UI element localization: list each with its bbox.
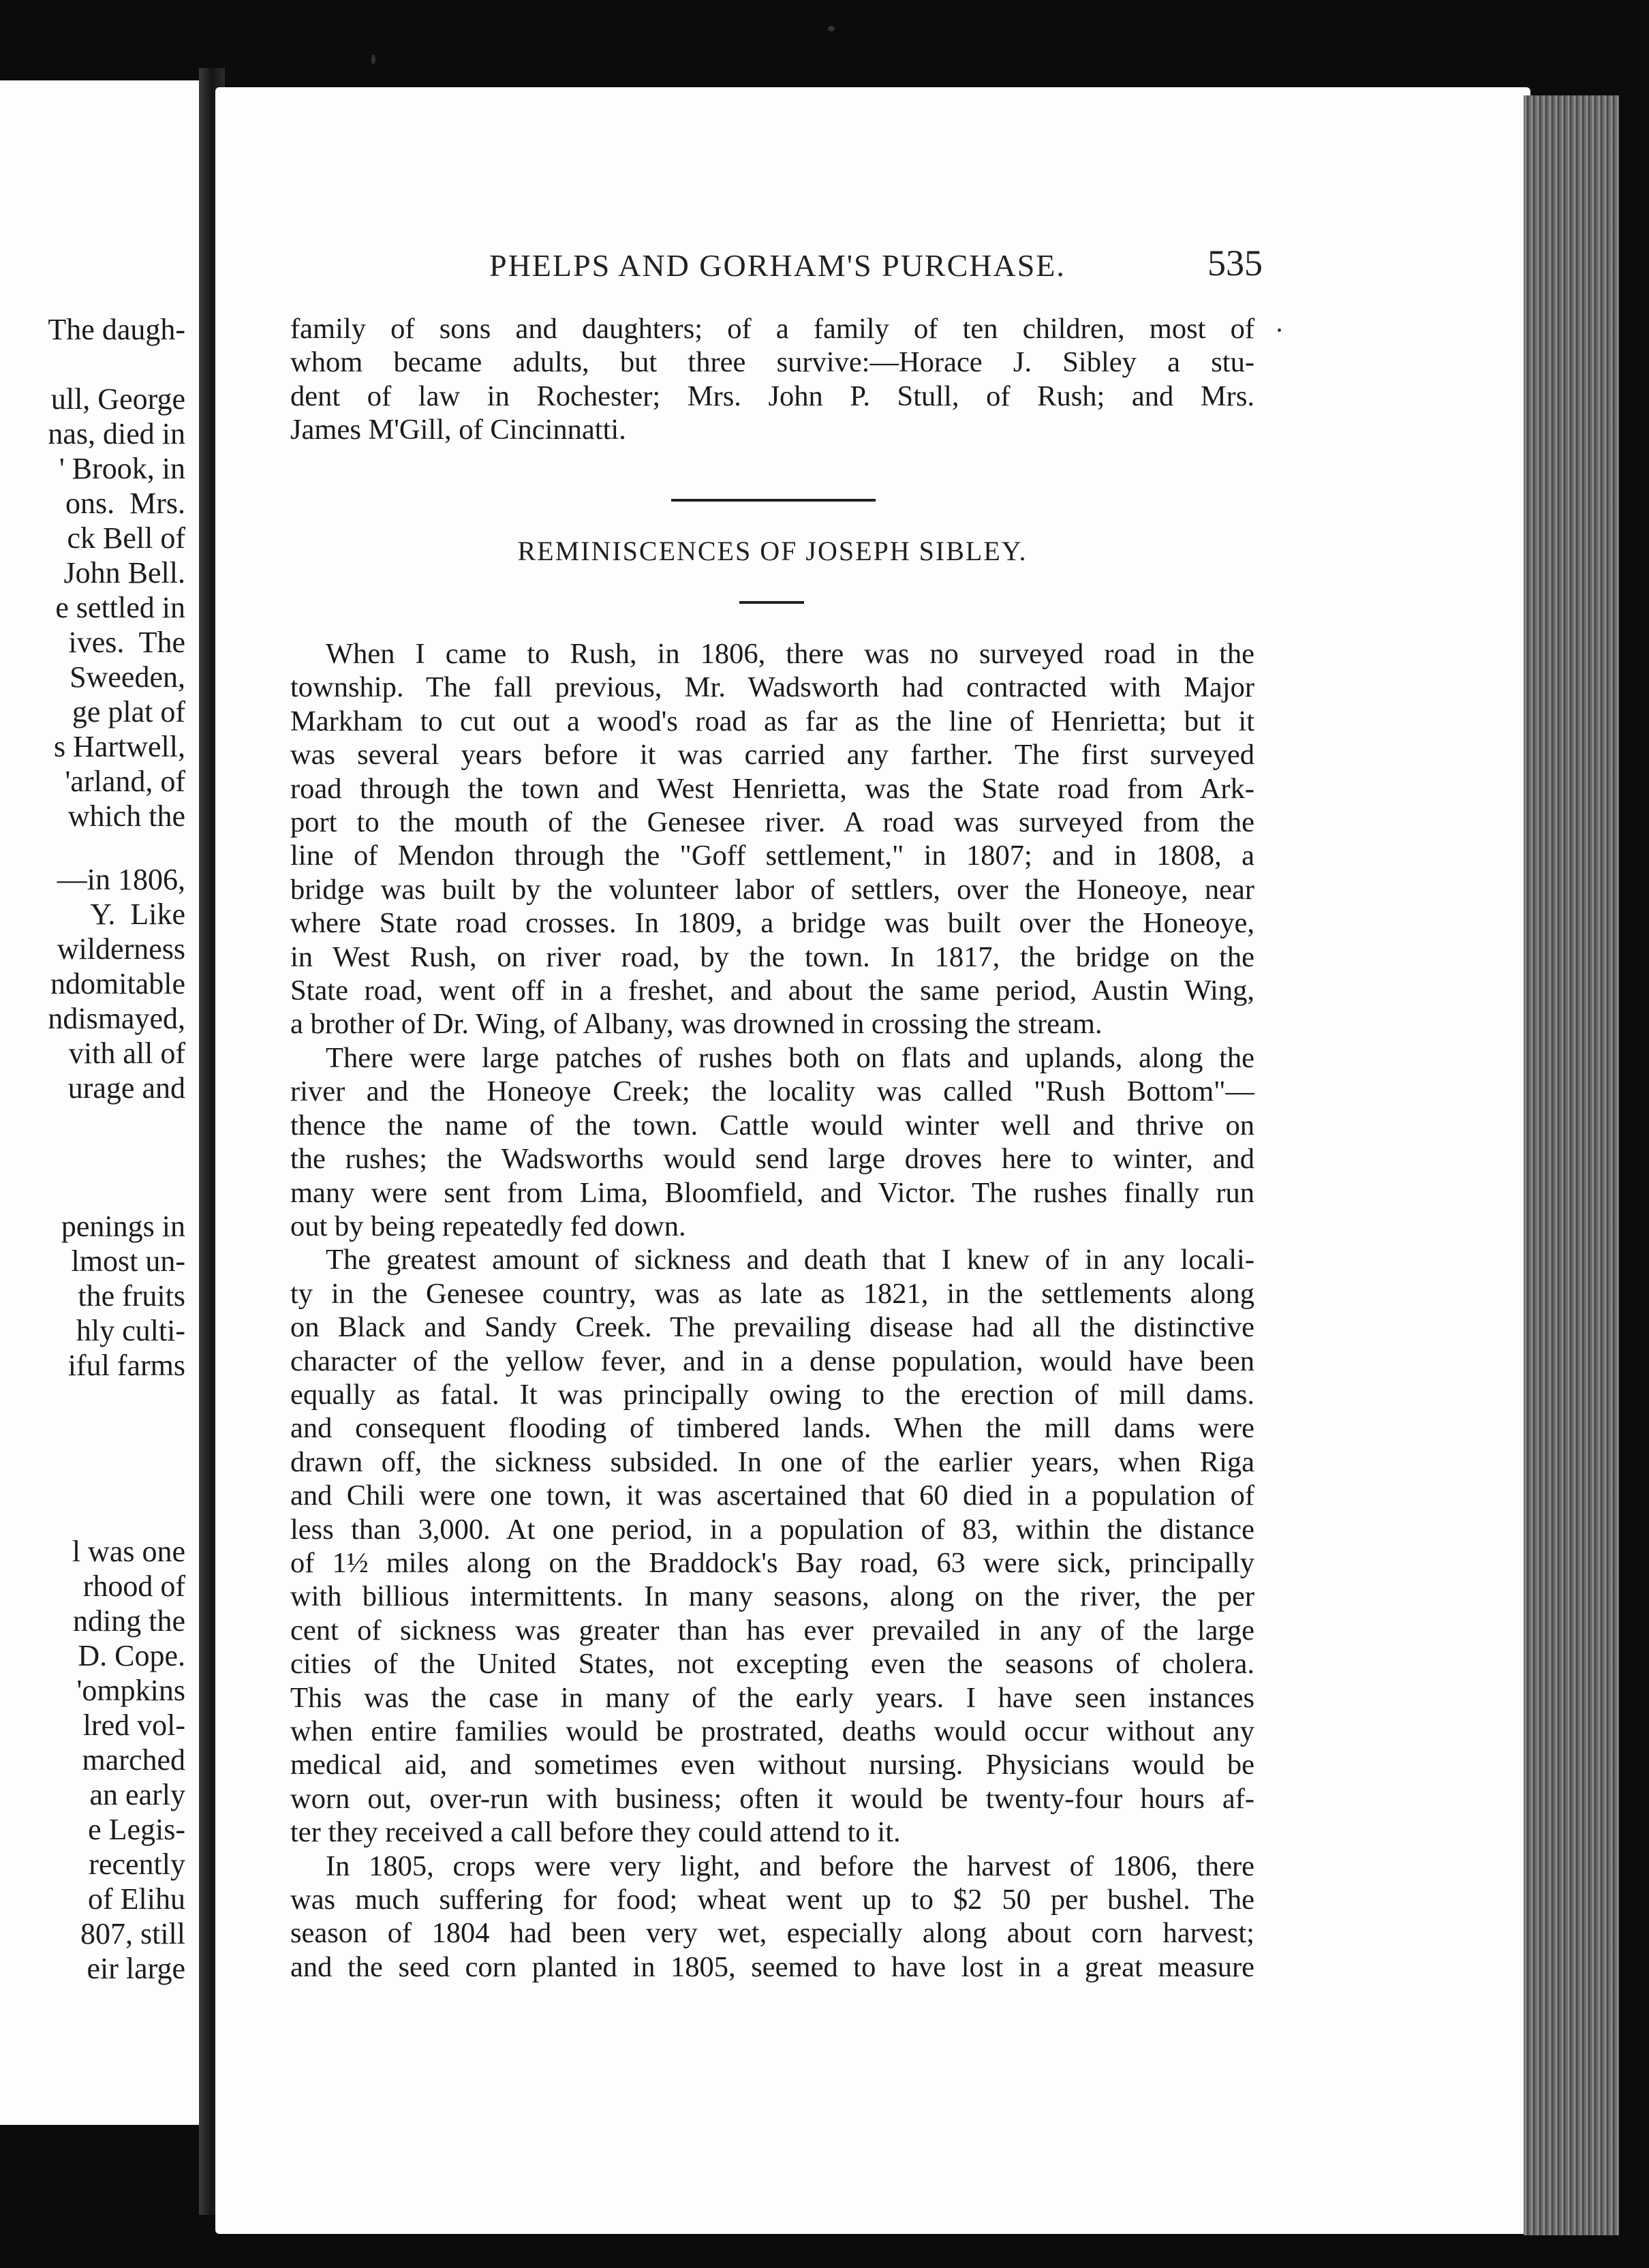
text-line: port to the mouth of the Genesee river. A road was surveyed from the [290, 806, 1254, 839]
running-title: PHELPS AND GORHAM'S PURCHASE. [489, 248, 1066, 283]
section-divider [671, 499, 876, 502]
text-line: on Black and Sandy Creek. The prevailing disease had all the distinctive [290, 1311, 1254, 1344]
left-page-line: D. Cope. [78, 1639, 185, 1672]
left-page-line: ndismayed, [48, 1002, 185, 1035]
left-page-line: Sweeden, [70, 660, 185, 694]
page-edges [1524, 95, 1619, 2235]
left-page-line: marched [82, 1743, 185, 1777]
left-page-gap [0, 833, 185, 862]
text-line: This was the case in many of the early years. I have seen instances [290, 1681, 1254, 1714]
text-line: river and the Honeoye Creek; the locality was called "Rush Bottom"— [290, 1075, 1254, 1108]
left-page-line: ge plat of [72, 695, 185, 729]
left-page-line: ndomitable [50, 967, 185, 1000]
left-page-line: 'arland, of [65, 765, 185, 798]
text-line: medical aid, and sometimes even without nursing. Physicians would be [290, 1749, 1254, 1781]
paragraph [290, 1850, 1254, 1984]
text-line: cent of sickness was greater than has ever prevailed in any of the large [290, 1614, 1254, 1646]
text-line: Markham to cut out a wood's road as far as the line of Henrietta; but it [290, 705, 1254, 737]
text-line: out by being repeatedly fed down. [290, 1210, 686, 1242]
text-line: When I came to Rush, in 1806, there was no surveyed road in the [326, 638, 1254, 670]
text-line: less than 3,000. At one period, in a population of 83, within the distance [290, 1513, 1254, 1546]
text-line: thence the name of the town. Cattle would winter well and thrive on [290, 1109, 1254, 1141]
left-page-line: wilderness [57, 932, 185, 966]
text-line: township. The fall previous, Mr. Wadsworth had contracted with Major [290, 671, 1254, 704]
left-page-line: recently [89, 1848, 185, 1881]
left-page-line: penings in [61, 1210, 185, 1243]
text-line: equally as fatal. It was principally owing to the erection of mill dams. [290, 1378, 1254, 1411]
text-line: bridge was built by the volunteer labor of settlers, over the Honeoye, near [290, 873, 1254, 906]
left-page-line: urage and [67, 1071, 185, 1105]
left-page-line: of Elihu [88, 1882, 185, 1916]
text-line: worn out, over-run with business; often it would be twenty-four hours af- [290, 1782, 1254, 1815]
left-page-line [0, 347, 185, 382]
left-page-line: l was one [72, 1535, 185, 1568]
text-line: family of sons and daughters; of a family of ten children, most of [290, 313, 1254, 345]
text-line: where State road crosses. In 1809, a bridge was built over the Honeoye, [290, 907, 1254, 940]
left-page-line: John Bell. [63, 556, 185, 589]
text-line: drawn off, the sickness subsided. In one of the earlier years, when Riga [290, 1445, 1254, 1478]
left-page-line: vith all of [68, 1037, 185, 1070]
text-line: character of the yellow fever, and in a dense population, would have been [290, 1345, 1254, 1377]
text-line: of 1½ miles along on the Braddock's Bay road, 63 were sick, principally [290, 1546, 1254, 1579]
text-line: There were large patches of rushes both on flats and uplands, along the [326, 1041, 1254, 1074]
scan-speck [828, 26, 835, 31]
text-line: season of 1804 had been very wet, especially along about corn harvest; [290, 1917, 1254, 1950]
text-line: ty in the Genesee country, was as late as 1821, in the settlements along [290, 1277, 1254, 1310]
page-number: 535 [1207, 243, 1263, 284]
paragraph [290, 637, 1254, 1041]
left-page-line: —in 1806, [57, 863, 185, 896]
left-page-line: nding the [73, 1604, 185, 1638]
text-line: whom became adults, but three survive:—Horace J. Sibley a stu- [290, 346, 1254, 379]
left-page-line: nas, died in [48, 417, 185, 450]
text-line: many were sent from Lima, Bloomfield, and Victor. The rushes finally run [290, 1176, 1254, 1209]
page-header [489, 242, 1263, 283]
left-page-line: lred vol- [82, 1708, 185, 1742]
left-page-line: ull, George [50, 382, 185, 416]
left-page-line: The daugh- [48, 313, 185, 346]
text-line: when entire families would be prostrated, deaths would occur without any [290, 1715, 1254, 1747]
left-page-line: ons. Mrs. [65, 487, 185, 520]
left-page-line: ives. The [68, 626, 185, 659]
left-page-line: ck Bell of [67, 521, 185, 555]
text-line: road through the town and West Henrietta, was the State road from Ark- [290, 772, 1254, 805]
left-page-line: ' Brook, in [59, 452, 185, 485]
left-page-line: Y. Like [90, 898, 185, 931]
text-line: line of Mendon through the "Goff settlement," in 1807; and in 1808, a [290, 840, 1254, 872]
paragraph [290, 1041, 1254, 1243]
text-line: In 1805, crops were very light, and before the harvest of 1806, there [326, 1850, 1254, 1882]
left-page-line: rhood of [82, 1569, 185, 1603]
text-line: The greatest amount of sickness and death that I knew of in any locali- [326, 1244, 1254, 1276]
text-line: in West Rush, on river road, by the town. In 1817, the bridge on the [290, 940, 1254, 973]
text-line: was several years before it was carried any farther. The first surveyed [290, 739, 1254, 771]
text-line: State road, went off in a freshet, and about the same period, Austin Wing, [290, 975, 1254, 1007]
left-facing-page [0, 80, 199, 2125]
left-page-line: 807, still [80, 1917, 185, 1950]
text-line: dent of law in Rochester; Mrs. John P. Stull, of Rush; and Mrs. [290, 380, 1254, 412]
left-page-line: the fruits [78, 1279, 185, 1313]
text-line: a brother of Dr. Wing, of Albany, was drowned in crossing the stream. [290, 1008, 1103, 1041]
text-line: the rushes; the Wadsworths would send large droves here to winter, and [290, 1143, 1254, 1176]
scan-speck [1278, 328, 1281, 332]
text-line: cities of the United States, not excepting even the seasons of cholera. [290, 1648, 1254, 1681]
left-page-line: s Hartwell, [53, 730, 185, 763]
paragraph [290, 1243, 1254, 1849]
section-title: REMINISCENCES OF JOSEPH SIBLEY. [517, 536, 1028, 566]
title-underline [739, 601, 804, 604]
left-page-gap [0, 1105, 185, 1209]
text-line: and the seed corn planted in 1805, seemed to have lost in a great measure [290, 1950, 1254, 1983]
left-page-text [0, 312, 185, 1986]
left-page-line: an early [89, 1778, 185, 1811]
left-page-gap [0, 1383, 185, 1534]
continued-paragraph [290, 312, 1254, 446]
left-page-line: hly culti- [76, 1314, 185, 1347]
text-line: and Chili were one town, it was ascertained that 60 died in a population of [290, 1480, 1254, 1512]
left-page-line: iful farms [67, 1349, 185, 1382]
text-line: and consequent flooding of timbered lands. When the mill dams were [290, 1412, 1254, 1445]
left-page-line: e settled in [55, 591, 185, 624]
scan-speck [371, 55, 375, 64]
left-page-line: eir large [87, 1952, 185, 1985]
text-line: James M'Gill, of Cincinnatti. [290, 413, 626, 446]
left-page-line: which the [67, 799, 185, 833]
text-line: with billious intermittents. In many seasons, along on the river, the per [290, 1580, 1254, 1613]
text-line: ter they received a call before they could attend to it. [290, 1816, 901, 1849]
left-page-line: lmost un- [71, 1244, 185, 1278]
left-page-line: e Legis- [88, 1813, 185, 1846]
article-body [290, 637, 1254, 1984]
text-line: was much suffering for food; wheat went up to $2 50 per bushel. The [290, 1884, 1254, 1916]
left-page-line: 'ompkins [76, 1674, 185, 1707]
